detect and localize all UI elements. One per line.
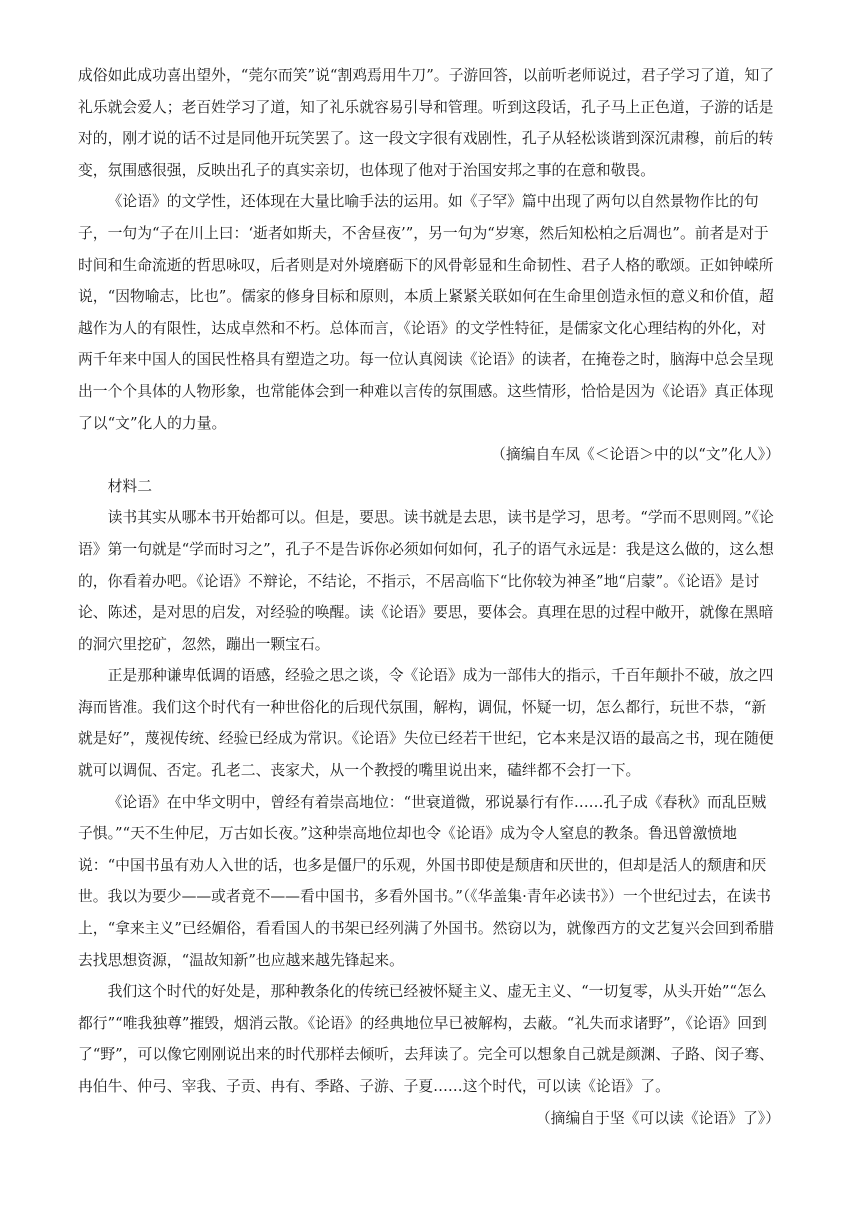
- source-attribution: （摘编自于坚《可以读《论语》了》）: [535, 1109, 780, 1127]
- body-paragraph: 读书其实从哪本书开始都可以。但是，要思。读书就是去思，读书是学习，思考。“学而不思则罔。”《论语》第一句就是“学而时习之”，孔子不是告诉你必须如何如何，孔子的语气永远是：我是这么做的，这么想的，你看着办吧。《论语》不辩论，不结论，不指示，不居高临下“比你较为神圣”地“启蒙”。《论语》是讨论、陈述，是对思的启发，对经验的唤醒。读《论语》要思，要体会。真理在思的过程中敞开，就像在黑暗的洞穴里挖矿，忽然，蹦出一颗宝石。: [78, 509, 774, 653]
- body-paragraph: 《论语》的文学性，还体现在大量比喻手法的运用。如《子罕》篇中出现了两句以自然景物作比的句子，一句为“子在川上曰：‘逝者如斯夫，不舍昼夜’”，另一句为“岁寒，然后知松柏之后凋也”。前者是对于时间和生命流逝的哲思咏叹，后者则是对外境磨砺下的风骨彰显和生命韧性、君子人格的歌颂。正如钟嵘所说，“因物喻志，比也”。儒家的修身目标和原则，本质上紧紧关联如何在生命里创造永恒的意义和价值，超越作为人的有限性，达成卓然和不朽。总体而言，《论语》的文学性特征，是儒家文化心理结构的外化，对两千年来中国人的国民性格具有塑造之功。每一位认真阅读《论语》的读者，在掩卷之时，脑海中总会呈现出一个个具体的人物形象，也常能体会到一种难以言传的氛围感。这些情形，恰恰是因为《论语》真正体现了以“文”化人的力量。: [78, 193, 774, 432]
- body-paragraph: 我们这个时代的好处是，那种教条化的传统已经被怀疑主义、虚无主义、“一切复零，从头开始”“怎么都行”“唯我独尊”摧毁，烟消云散。《论语》的经典地位早已被解构，去蔽。“礼失而求诸野”，《论语》回到了“野”，可以像它刚刚说出来的时代那样去倾听，去拜读了。完全可以想象自己就是颜渊、子路、闵子骞、冉伯牛、仲弓、宰我、子贡、冉有、季路、子游、子夏……这个时代，可以读《论语》了。: [78, 983, 774, 1095]
- section-heading: 材料二: [107, 477, 152, 495]
- body-paragraph: 《论语》在中华文明中，曾经有着崇高地位：“世衰道微，邪说暴行有作……孔子成《春秋》而乱臣贼子惧。”“天不生仲尼，万古如长夜。”这种崇高地位却也令《论语》成为令人窒息的教条。鲁迅曾激愤地说：“中国书虽有劝人入世的话，也多是僵尸的乐观，外国书即使是颓唐和厌世的，但却是活人的颓唐和厌世。我以为要少——或者竟不——看中国书，多看外国书。”（《华盖集·青年必读书》）一个世纪过去，在读书上，“拿来主义”已经媚俗，看看国人的书架已经列满了外国书。然窃以为，就像西方的文艺复兴会回到希腊去找思想资源，“温故知新”也应越来越先锋起来。: [78, 793, 774, 969]
- source-attribution: （摘编自车凤《＜论语＞中的以“文”化人》）: [491, 446, 780, 464]
- document-page: [78, 60, 780, 1134]
- body-paragraph: 成俗如此成功喜出望外，“莞尔而笑”说“割鸡焉用牛刀”。子游回答，以前听老师说过，君子学习了道，知了礼乐就会爱人；老百姓学习了道，知了礼乐就容易引导和管理。听到这段话，孔子马上正色道，子游的话是对的，刚才说的话不过是同他开玩笑罢了。这一段文字很有戏剧性，孔子从轻松谈谐到深沉肃穆，前后的转变，氛围感很强，反映出孔子的真实亲切，也体现了他对于治国安邦之事的在意和敬畏。: [78, 67, 775, 179]
- body-paragraph: 正是那种谦卑低调的语感，经验之思之谈，令《论语》成为一部伟大的指示，千百年颠扑不破，放之四海而皆准。我们这个时代有一种世俗化的后现代氛围，解构，调侃，怀疑一切，怎么都行，玩世不恭，“新就是好”，蔑视传统、经验已经成为常识。《论语》失位已经若干世纪，它本来是汉语的最高之书，现在随便就可以调侃、否定。孔老二、丧家犬，从一个教授的嘴里说出来，磕绊都不会打一下。: [78, 667, 774, 780]
